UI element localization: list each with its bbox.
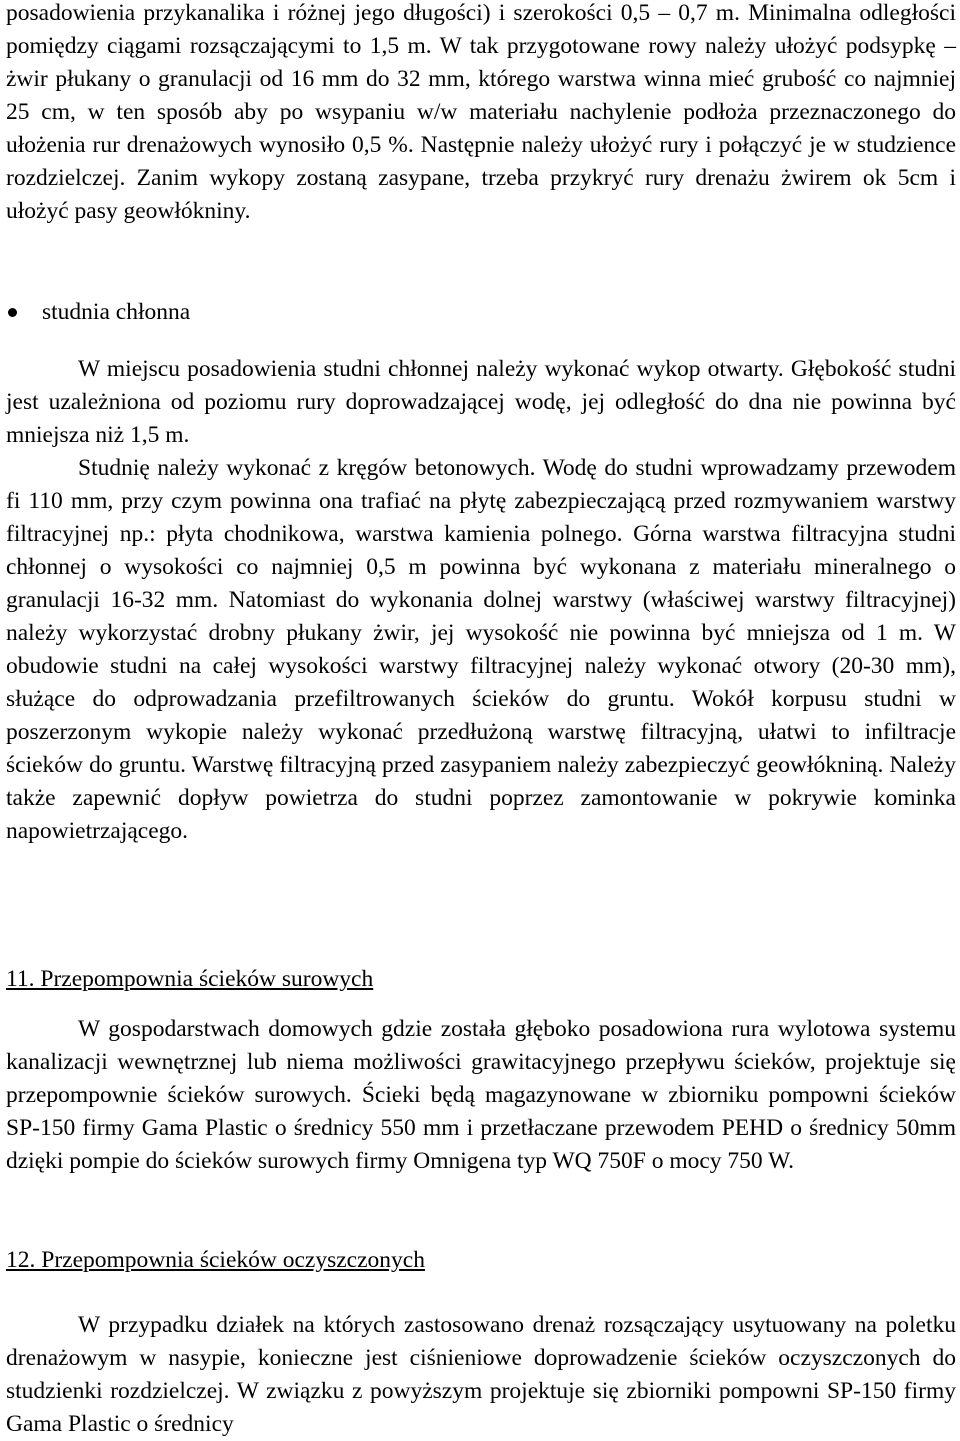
- paragraph-treated-sewage-pump: W przypadku działek na których zastosowano drenaż rozsączający usytuowany na poletku drenażowym w nasypie, konieczne jest ciśnieniowe doprowadzenie ścieków oczyszczonych do studzienki rozdzielczej. W związku z powyższym projektuje się zbiorniki pompowni SP-150 firmy Gama Plastic o średnicy: [6, 1312, 956, 1437]
- paragraph-drainage-trench: posadowienia przykanalika i różnej jego długości) i szerokości 0,5 – 0,7 m. Minimalna odległości pomiędzy ciągami rozsączającymi to 1,5 m. W tak przygotowane rowy należy ułożyć podsypkę – żwir płukany o granulacji od 16 mm do 32 mm, którego warstwa winna mieć grubość co najmniej 25 cm, w ten sposób aby po wsypaniu w/w materiału nachylenie podłoża przeznaczonego do ułożenia rur drenażowych wynosiło 0,5 %. Następnie należy ułożyć rury i połączyć je w studzience rozdzielczej. Zanim wykopy zostaną zasypane, trzeba przykryć rury drenażu żwirem ok 5cm i ułożyć pasy geowłókniny.: [6, 0, 956, 224]
- section-heading-11: 11. Przepompownia ścieków surowych: [6, 966, 374, 992]
- bullet-label: studnia chłonna: [42, 299, 191, 325]
- paragraph-absorption-well-intro: W miejscu posadowienia studni chłonnej należy wykonać wykop otwarty. Głębokość studni jest uzależniona od poziomu rury doprowadzającej wodę, jej odległość do dna nie powinna być mniejsza niż 1,5 m.: [6, 356, 956, 448]
- section-heading-12: 12. Przepompownia ścieków oczyszczonych: [6, 1247, 425, 1273]
- paragraph-absorption-well-details: Studnię należy wykonać z kręgów betonowych. Wodę do studni wprowadzamy przewodem fi 110 mm, przy czym powinna ona trafiać na płytę zabezpieczającą przed rozmywaniem warstwy filtracyjnej np.: płyta chodnikowa, warstwa kamienia polnego. Górna warstwa filtracyjna studni chłonnej o wysokości co najmniej 0,5 m powinna być wykonana z materiału mineralnego o granulacji 16-32 mm. Natomiast do wykonania dolnej warstwy (właściwej warstwy filtracyjnej) należy wykorzystać drobny płukany żwir, jej wysokość nie powinna być mniejsza od 1 m. W obudowie studni na całej wysokości warstwy filtracyjnej należy wykonać otwory (20-30 mm), służące do odprowadzania przefiltrowanych ścieków do gruntu. Wokół korpusu studni w poszerzonym wykopie należy wykonać przedłużoną warstwę filtracyjną, ułatwi to infiltracje ścieków do gruntu. Warstwę filtracyjną przed zasypaniem należy zabezpieczyć geowłókniną. Należy także zapewnić dopływ powietrza do studni poprzez zamontowanie w pokrywie kominka napowietrzającego.: [6, 455, 956, 844]
- paragraph-raw-sewage-pump: W gospodarstwach domowych gdzie została głęboko posadowiona rura wylotowa systemu kanalizacji wewnętrznej lub niema możliwości grawitacyjnego przepływu ścieków, projektuje się przepompownie ścieków surowych. Ścieki będą magazynowane w zbiorniku pompowni ścieków SP-150 firmy Gama Plastic o średnicy 550 mm i przetłaczane przewodem PEHD o średnicy 50mm dzięki pompie do ścieków surowych firmy Omnigena typ WQ 750F o mocy 750 W.: [6, 1016, 956, 1174]
- bullet-icon: [8, 308, 17, 317]
